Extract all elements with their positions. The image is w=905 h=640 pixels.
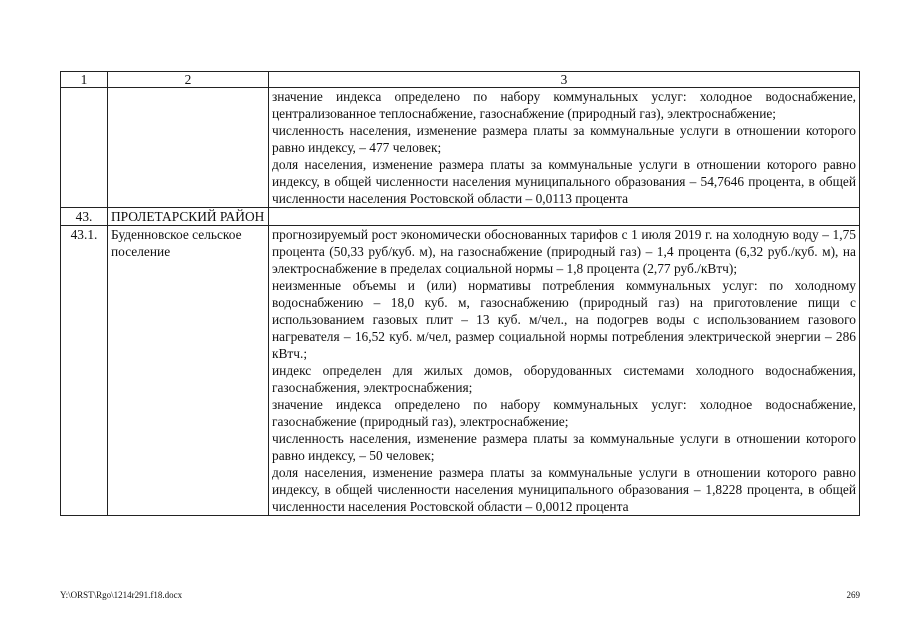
description-paragraph: численность населения, изменение размера платы за коммунальные услуги в отношении которого равно индексу, – 50 человек; [272,431,856,463]
description-paragraph: доля населения, изменение размера платы за коммунальные услуги в отношении которого равно индексу, в общей численности населения муниципального образования – 54,7646 процента, в общей численности населения Ростовской области – 0,0113 процента [272,157,856,206]
row-number-cell [61,88,108,208]
table-header-row [61,72,860,88]
row-number: 43. [75,209,93,224]
row-description-cell [269,226,860,516]
column-number-2: 2 [108,72,269,88]
description-paragraph: численность населения, изменение размера платы за коммунальные услуги в отношении которого равно индексу, – 477 человек; [272,123,856,155]
row-description-cell [269,208,860,226]
row-name-cell [108,208,269,226]
row-number-cell [61,208,108,226]
description-paragraph: прогнозируемый рост экономически обоснованных тарифов с 1 июля 2019 г. на холодную воду – 1,75 процента (50,33 руб/куб. м), на газоснабжение (природный газ) – 1,4 процента (6,32 руб./куб. м), на электроснабжение в пределах социальной нормы – 1,8 процента (2,77 руб./кВтч); [272,227,856,276]
row-description-cell [269,88,860,208]
page-number: 269 [846,590,860,600]
document-table [60,71,860,516]
description-paragraph: значение индекса определено по набору коммунальных услуг: холодное водоснабжение, газоснабжение (природный газ), электроснабжение; [272,397,856,429]
row-name-cell [108,226,269,516]
description-paragraph: доля населения, изменение размера платы за коммунальные услуги в отношении которого равно индексу, в общей численности населения муниципального образования – 1,8228 процента, в общей численности населения Ростовской области – 0,0012 процента [272,465,856,514]
settlement-name: Буденновское сельское поселение [111,227,242,259]
row-name-cell [108,88,269,208]
file-path: Y:\ORST\Rgo\1214r291.f18.docx [60,590,183,600]
description-paragraph: значение индекса определено по набору коммунальных услуг: холодное водоснабжение, централизованное теплоснабжение, газоснабжение (природный газ), электроснабжение; [272,89,856,121]
table-row-continued [61,88,860,208]
district-name: ПРОЛЕТАРСКИЙ РАЙОН [111,209,265,224]
row-number: 43.1. [70,227,98,242]
table-row-43 [61,208,860,226]
column-number-3: 3 [269,72,860,88]
description-paragraph: индекс определен для жилых домов, оборудованных системами холодного водоснабжения, газоснабжения, электроснабжения; [272,363,856,395]
row-number-cell [61,226,108,516]
description-paragraph: неизменные объемы и (или) нормативы потребления коммунальных услуг: по холодному водоснабжению – 18,0 куб. м, газоснабжению (природный газ) на приготовление пищи с использованием газовых плит – 13 куб. м/чел., на подогрев воды с использованием газового нагревателя – 16,52 куб. м/чел, размер социальной нормы потребления электрической энергии – 286 кВтч.; [272,278,856,361]
table-row-43-1 [61,226,860,516]
column-number-1: 1 [61,72,108,88]
